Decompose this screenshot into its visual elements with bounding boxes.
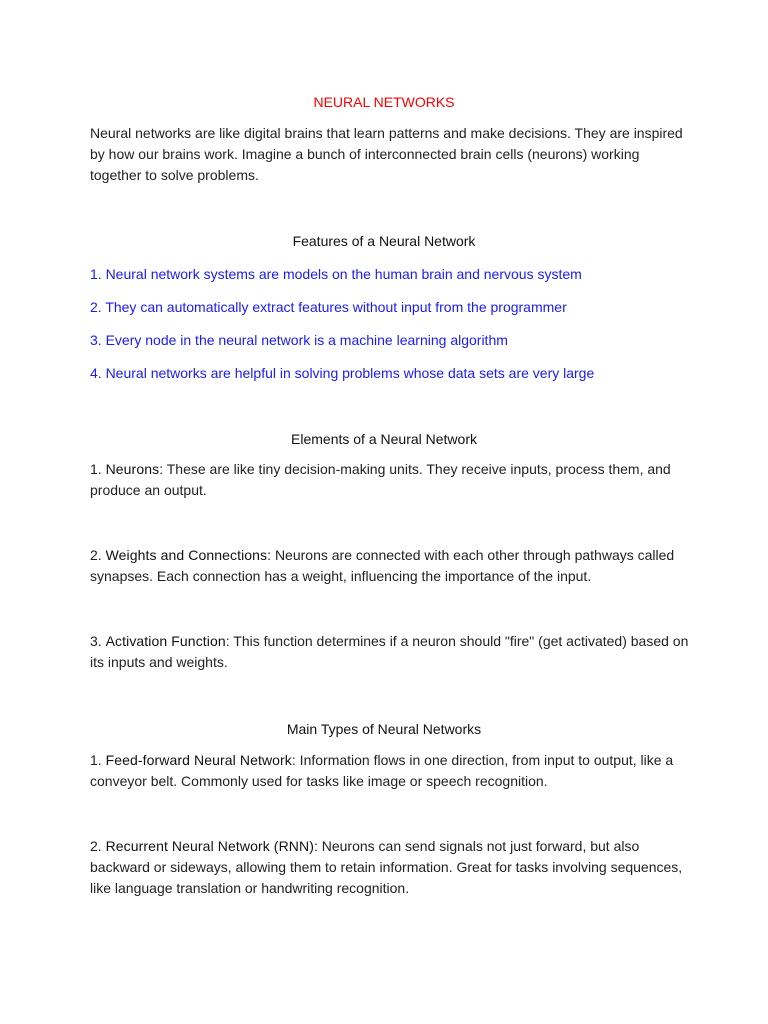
type-item-feedforward (90, 750, 690, 792)
term-label: Recurrent Neural Network (RNN) (105, 838, 314, 854)
feature-item: 2. They can automatically extract features without input from the programmer (90, 299, 567, 315)
feature-item: 4. Neural networks are helpful in solving problems whose data sets are very large (90, 365, 595, 381)
item-number: 3. (90, 633, 102, 649)
item-description: : Neurons are connected with each other through pathways called synapses. Each connection has a weight, influencing the importance of the input. (90, 547, 675, 584)
item-number: 2. (90, 547, 102, 563)
elements-heading: Elements of a Neural Network (291, 431, 477, 447)
element-item-weights (90, 545, 690, 587)
type-item-rnn (90, 836, 690, 899)
item-number: 1. (90, 461, 102, 477)
element-item-neurons (90, 459, 690, 501)
features-heading: Features of a Neural Network (292, 233, 476, 249)
item-description: : This function determines if a neuron should "fire" (get activated) based on its inputs and weights. (90, 633, 689, 670)
term-label: Weights and Connections (105, 547, 268, 563)
item-description: : Information flows in one direction, from input to output, like a conveyor belt. Commonly used for tasks like image or speech recognition. (90, 752, 674, 789)
item-description: : Neurons can send signals not just forward, but also backward or sideways, allowing them to retain information. Great for tasks involving sequences, like language translation or handwriting recognition. (90, 838, 683, 896)
types-heading: Main Types of Neural Networks (286, 721, 482, 737)
term-label: Feed-forward Neural Network (105, 752, 292, 768)
term-label: Neurons (105, 461, 160, 477)
intro-paragraph: Neural networks are like digital brains that learn patterns and make decisions. They are inspired by how our brains work. Imagine a bunch of interconnected brain cells (neurons) working together to solve problems. (90, 125, 683, 183)
element-item-activation (90, 631, 690, 673)
document-title: NEURAL NETWORKS (313, 94, 455, 110)
item-number: 1. (90, 752, 102, 768)
feature-item: 3. Every node in the neural network is a machine learning algorithm (90, 332, 508, 348)
feature-item: 1. Neural network systems are models on the human brain and nervous system (90, 266, 582, 282)
item-description: : These are like tiny decision-making units. They receive inputs, process them, and produce an output. (90, 461, 671, 498)
item-number: 2. (90, 838, 102, 854)
term-label: Activation Function (105, 633, 226, 649)
